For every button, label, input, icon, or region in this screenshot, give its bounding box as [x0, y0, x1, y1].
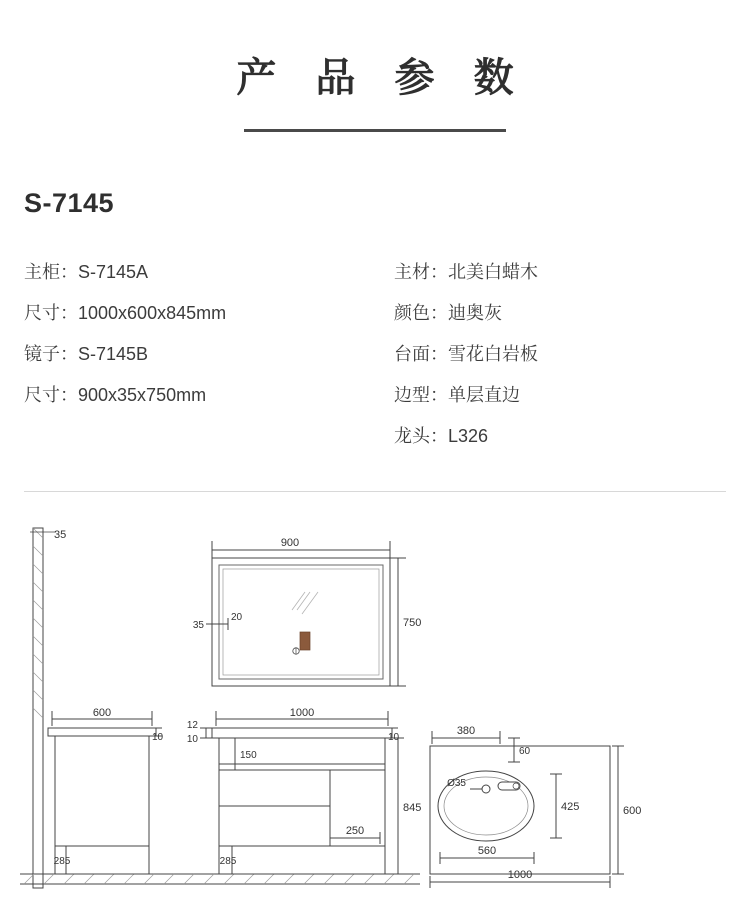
- spec-row: [24, 386, 394, 404]
- cabinet-side-view: [48, 711, 162, 874]
- title-underline: [244, 129, 506, 132]
- dim-toe-height-left: 285: [53, 856, 71, 867]
- spec-label: 台面：: [394, 344, 448, 364]
- spec-label: 主柜：: [24, 262, 78, 282]
- spec-value: S-7145A: [78, 262, 149, 282]
- dim-side-depth: 600: [92, 707, 112, 719]
- dim-mirror-width: 900: [280, 537, 300, 549]
- dim-mirror-height: 750: [403, 617, 422, 629]
- wall-section: [30, 528, 56, 888]
- spec-table: [0, 263, 750, 468]
- cabinet-front-view: [200, 711, 404, 874]
- drawing-svg: [0, 506, 750, 896]
- dim-counter-thickness-2: 10: [186, 734, 198, 745]
- spec-column-right: [394, 263, 724, 468]
- dimension-labels: [54, 529, 642, 881]
- dim-top-depth: 600: [623, 805, 642, 817]
- spec-value: 单层直边: [448, 385, 520, 405]
- section-divider: [24, 491, 726, 492]
- spec-label: 尺寸：: [24, 303, 78, 323]
- spec-column-left: [24, 263, 394, 468]
- spec-label: 龙头：: [394, 426, 448, 446]
- spec-value: L326: [448, 426, 489, 446]
- spec-value: 迪奥灰: [448, 303, 502, 323]
- spec-label: 颜色：: [394, 303, 448, 323]
- dim-basin-inner: 560: [477, 845, 497, 857]
- dim-mirror-frame-b: 20: [231, 612, 243, 623]
- technical-drawing: [0, 506, 750, 896]
- dim-right-top-thickness: 10: [388, 732, 400, 743]
- spec-value: 雪花白岩板: [448, 344, 538, 364]
- spec-value: 1000x600x845mm: [78, 303, 227, 323]
- spec-label: 尺寸：: [24, 385, 78, 405]
- page-header: [0, 0, 750, 132]
- dim-door-width: 250: [345, 825, 365, 837]
- spec-row: [24, 345, 394, 363]
- model-code: S-7145: [24, 188, 115, 218]
- spec-row: [394, 304, 724, 322]
- spec-row: [24, 263, 394, 281]
- dim-mirror-frame-a: 35: [192, 620, 204, 631]
- spec-row: [394, 263, 724, 281]
- dim-side-top-thickness: 10: [152, 732, 164, 743]
- dim-drawer-height: 150: [240, 750, 257, 761]
- dim-toe-height-mid: 285: [219, 856, 237, 867]
- dim-drain-diameter: Ø35: [447, 778, 466, 789]
- dim-top-width: 1000: [507, 869, 533, 881]
- dim-cabinet-width: 1000: [289, 707, 315, 719]
- spec-label: 边型：: [394, 385, 448, 405]
- spec-row: [394, 386, 724, 404]
- dim-basin-width: 380: [456, 725, 476, 737]
- spec-row: [394, 345, 724, 363]
- dim-cabinet-height: 845: [403, 802, 422, 814]
- spec-value: 北美白蜡木: [448, 262, 538, 282]
- spec-label: 镜子：: [24, 344, 78, 364]
- spec-value: S-7145B: [78, 344, 149, 364]
- spec-label: 主材：: [394, 262, 448, 282]
- page-title: 产 品 参 数: [236, 56, 528, 100]
- spec-row: [24, 304, 394, 322]
- dim-wall-thickness: 35: [54, 529, 67, 541]
- dim-basin-depth: 425: [561, 801, 580, 813]
- spec-value: 900x35x750mm: [78, 385, 207, 405]
- dim-basin-offset: 60: [519, 746, 531, 757]
- spec-row: [394, 427, 724, 445]
- dim-counter-thickness: 12: [186, 720, 198, 731]
